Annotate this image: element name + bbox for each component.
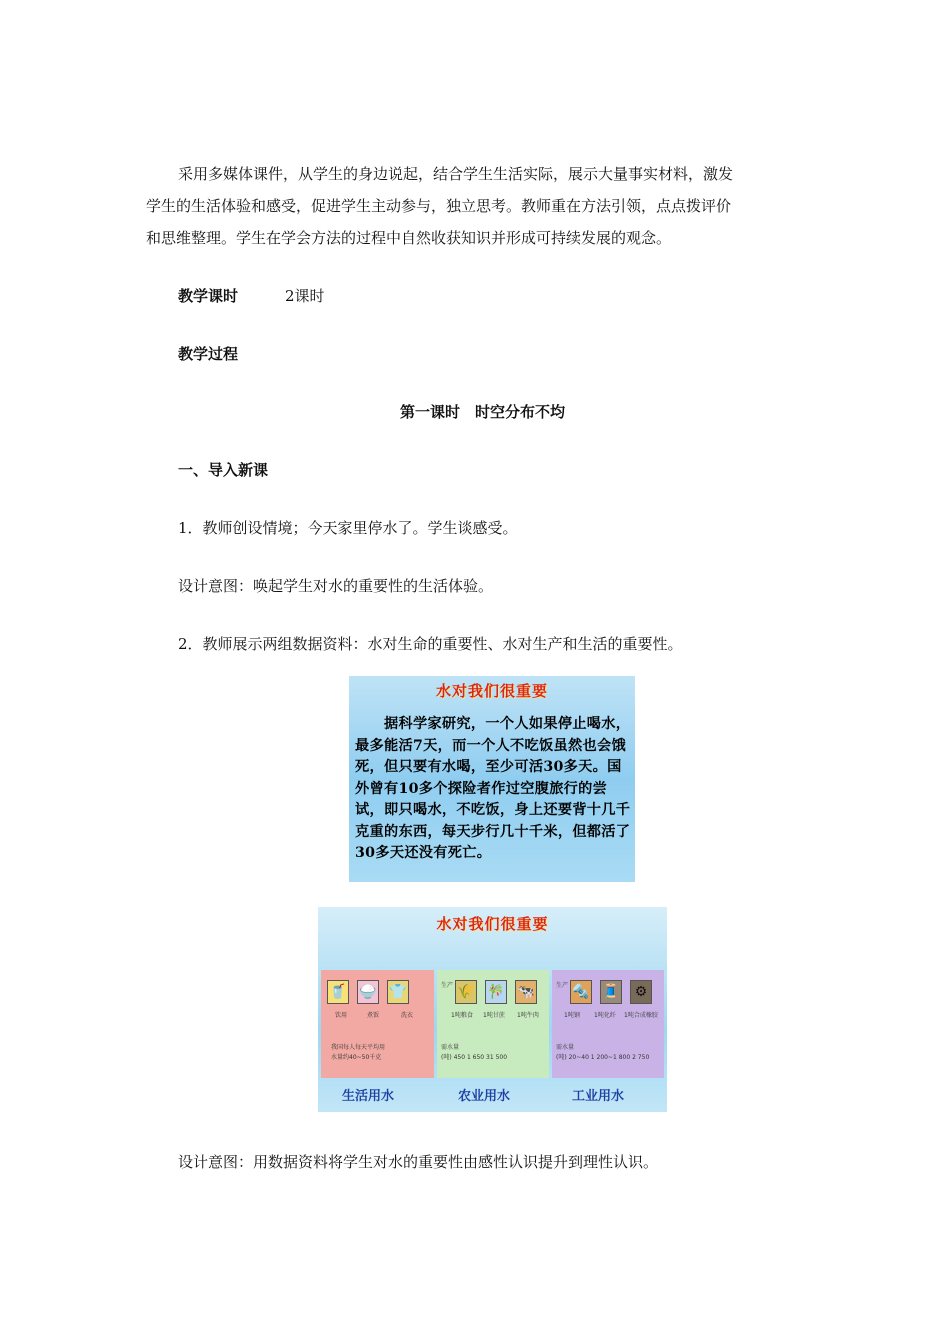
intro-line-3: 和思维整理。学生在学会方法的过程中自然收获知识并形成可持续发展的观念。 xyxy=(146,229,672,247)
cooking-icon: 🍚 xyxy=(357,980,379,1004)
domestic-note-2: 水量约40~50千克 xyxy=(331,1054,382,1061)
panel-domestic xyxy=(321,970,434,1078)
caption-industry: 工业用水 xyxy=(572,1089,625,1104)
hours-value: 2课时 xyxy=(285,287,325,305)
panel-industry xyxy=(552,970,664,1078)
agri-icons xyxy=(455,980,545,1004)
industry-label-3: 1吨合成橡胶 xyxy=(624,1012,658,1019)
section-heading-intro: 一、导入新课 xyxy=(178,461,269,479)
agri-values: (吨) 450 1 650 31 500 xyxy=(441,1054,508,1061)
design-intent-1: 设计意图：唤起学生对水的重要性的生活体验。 xyxy=(178,577,494,595)
intro-line-1: 采用多媒体课件，从学生的身边说起，结合学生生活实际，展示大量事实材料，激发 xyxy=(178,165,734,183)
caption-domestic: 生活用水 xyxy=(342,1089,395,1104)
agri-need: 需水量 xyxy=(441,1044,460,1051)
intro-line-2: 学生的生活体验和感受，促进学生主动参与，独立思考。教师重在方法引领，点点拨评价 xyxy=(146,197,732,215)
drink-icon: 🥤 xyxy=(327,980,349,1004)
item-1: 1．教师创设情境；今天家里停水了。学生谈感受。 xyxy=(178,519,518,537)
slide-water-usage xyxy=(318,907,667,1112)
hours-label: 教学课时 xyxy=(178,287,239,305)
caption-agriculture: 农业用水 xyxy=(458,1089,511,1104)
domestic-label-3: 洗衣 xyxy=(401,1012,414,1019)
item-2: 2．教师展示两组数据资料：水对生命的重要性、水对生产和生活的重要性。 xyxy=(178,635,683,653)
fiber-icon: 🧵 xyxy=(600,980,622,1004)
lesson-title: 第一课时 时空分布不均 xyxy=(400,403,566,421)
domestic-label-1: 饮用 xyxy=(335,1012,348,1019)
steel-icon: 🔩 xyxy=(570,980,592,1004)
slide-water-survival xyxy=(349,676,635,882)
slide1-text: 据科学家研究，一个人如果停止喝水，最多能活7天，而一个人不吃饭虽然也会饿死，但只要有水喝，至少可活30多天。国外曾有10多个探险者作过空腹旅行的尝试，即只喝水，不吃饭，身上还要背十几千克重的东西，每天步行几十千米，但都活了30多天还没有死亡。 xyxy=(355,716,631,861)
domestic-label-2: 煮饭 xyxy=(367,1012,380,1019)
design-intent-2: 设计意图：用数据资料将学生对水的重要性由感性认识提升到理性认识。 xyxy=(178,1153,659,1171)
agri-tag: 生产 xyxy=(441,982,454,989)
domestic-icons xyxy=(327,980,430,1004)
industry-tag: 生产 xyxy=(556,982,569,989)
industry-label-2: 1吨化纤 xyxy=(594,1012,616,1019)
panel-agriculture xyxy=(437,970,549,1078)
industry-label-1: 1吨钢 xyxy=(564,1012,580,1019)
sugarcane-icon: 🎋 xyxy=(485,980,507,1004)
agri-label-3: 1吨牛肉 xyxy=(517,1012,539,1019)
industry-values: (吨) 20~40 1 200~1 800 2 750 xyxy=(556,1054,650,1061)
agri-label-2: 1吨甘蔗 xyxy=(483,1012,505,1019)
slide2-title: 水对我们很重要 xyxy=(436,915,549,933)
process-heading: 教学过程 xyxy=(178,345,239,363)
laundry-icon: 👕 xyxy=(387,980,409,1004)
domestic-note-1: 我国每人每天平均用 xyxy=(331,1044,386,1051)
tire-icon: ⚙ xyxy=(630,980,652,1004)
slide1-title: 水对我们很重要 xyxy=(435,682,548,700)
industry-need: 需水量 xyxy=(556,1044,575,1051)
grain-icon: 🌾 xyxy=(455,980,477,1004)
industry-icons xyxy=(570,980,660,1004)
cow-icon: 🐄 xyxy=(515,980,537,1004)
agri-label-1: 1吨粮食 xyxy=(451,1012,473,1019)
